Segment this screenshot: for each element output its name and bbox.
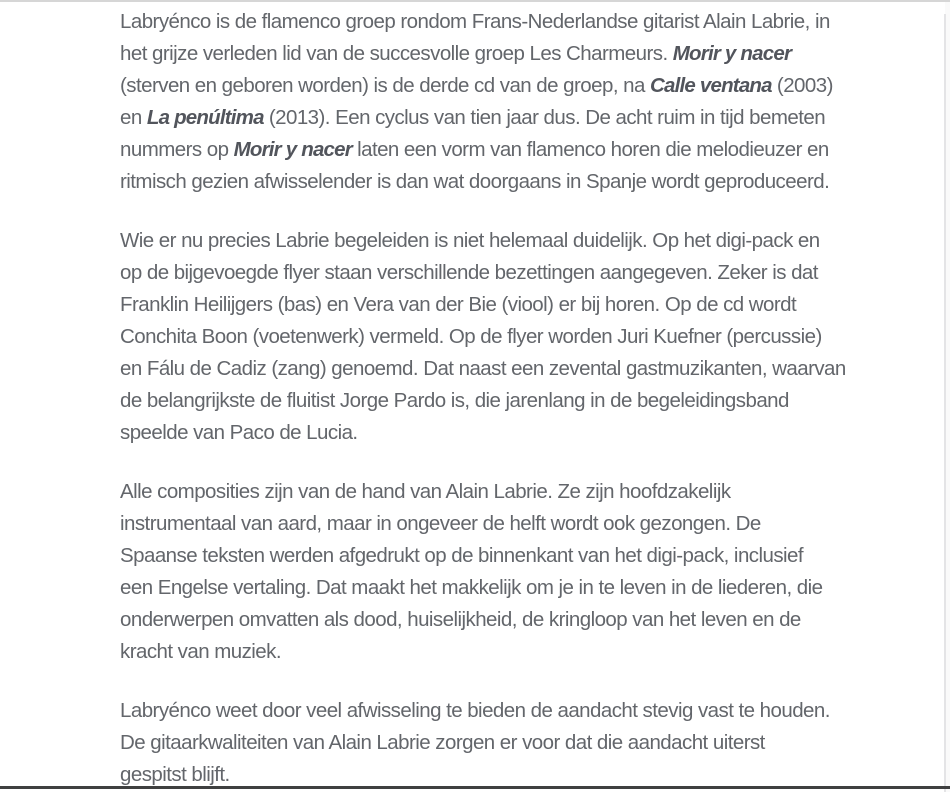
- text-line: [120, 636, 880, 668]
- album-title: La penúltima: [146, 106, 264, 129]
- article-body: [120, 6, 880, 791]
- text-line: [120, 572, 880, 604]
- text-line: [120, 70, 880, 102]
- text-line: [120, 166, 880, 198]
- text-line: [120, 417, 880, 449]
- text-run: het grijze verleden lid van de succesvolle groep Les Charmeurs.: [120, 42, 673, 65]
- text-line: [120, 289, 880, 321]
- text-run: Conchita Boon (voetenwerk) vermeld. Op de flyer worden Juri Kuefner (percussie): [120, 325, 822, 348]
- text-line: [120, 385, 880, 417]
- album-title: Calle ventana: [649, 74, 772, 97]
- top-divider: [0, 0, 950, 2]
- text-run: Spaanse teksten werden afgedrukt op de binnenkant van het digi-pack, inclusief: [120, 544, 804, 567]
- text-line: [120, 321, 880, 353]
- text-run: op de bijgevoegde flyer staan verschillende bezettingen aangegeven. Zeker is dat: [120, 261, 818, 284]
- paragraph: [120, 695, 880, 791]
- paragraph: [120, 476, 880, 668]
- text-line: [120, 695, 880, 727]
- text-line: [120, 727, 880, 759]
- text-run: en: [120, 106, 147, 129]
- text-run: (2003): [771, 74, 833, 97]
- text-run: speelde van Paco de Lucia.: [120, 421, 358, 444]
- bottom-window-edge: [0, 786, 950, 789]
- text-run: (sterven en geboren worden) is de derde cd van de groep, na: [120, 74, 650, 97]
- text-line: [120, 134, 880, 166]
- text-run: Alle composities zijn van de hand van Alain Labrie. Ze zijn hoofdzakelijk: [120, 480, 731, 503]
- text-line: [120, 6, 880, 38]
- text-line: [120, 540, 880, 572]
- album-title: Morir y nacer: [672, 42, 792, 65]
- text-run: kracht van muziek.: [120, 640, 281, 663]
- text-run: Wie er nu precies Labrie begeleiden is niet helemaal duidelijk. Op het digi-pack en: [120, 229, 820, 252]
- text-line: [120, 604, 880, 636]
- text-line: [120, 508, 880, 540]
- text-run: Labryénco is de flamenco groep rondom Frans-Nederlandse gitarist Alain Labrie, in: [120, 10, 830, 33]
- text-run: De gitaarkwaliteiten van Alain Labrie zorgen er voor dat die aandacht uiterst: [120, 731, 765, 754]
- paragraph: [120, 225, 880, 449]
- text-run: gespitst blijft.: [120, 763, 230, 786]
- text-run: Labryénco weet door veel afwisseling te bieden de aandacht stevig vast te houden.: [120, 699, 830, 722]
- text-line: [120, 225, 880, 257]
- text-run: laten een vorm van flamenco horen die melodieuzer en: [351, 138, 829, 161]
- text-line: [120, 38, 880, 70]
- album-title: Morir y nacer: [233, 138, 352, 161]
- text-run: de belangrijkste de fluitist Jorge Pardo is, die jarenlang in de begeleidingsband: [120, 389, 789, 412]
- text-line: [120, 257, 880, 289]
- text-line: [120, 102, 880, 134]
- page-edge-divider: [944, 14, 946, 792]
- text-run: instrumentaal van aard, maar in ongeveer de helft wordt ook gezongen. De: [120, 512, 761, 535]
- text-run: nummers op: [120, 138, 234, 161]
- paragraph: [120, 6, 880, 198]
- text-line: [120, 353, 880, 385]
- text-run: een Engelse vertaling. Dat maakt het makkelijk om je in te leven in de liederen, die: [120, 576, 823, 599]
- text-run: ritmisch gezien afwisselender is dan wat doorgaans in Spanje wordt geproduceerd.: [120, 170, 830, 193]
- text-run: en Fálu de Cadiz (zang) genoemd. Dat naast een zevental gastmuzikanten, waarvan: [120, 357, 846, 380]
- text-run: onderwerpen omvatten als dood, huiselijkheid, de kringloop van het leven en de: [120, 608, 801, 631]
- text-run: Franklin Heilijgers (bas) en Vera van der Bie (viool) er bij horen. Op de cd wordt: [120, 293, 797, 316]
- text-line: [120, 476, 880, 508]
- text-run: (2013). Een cyclus van tien jaar dus. De acht ruim in tijd bemeten: [263, 106, 826, 129]
